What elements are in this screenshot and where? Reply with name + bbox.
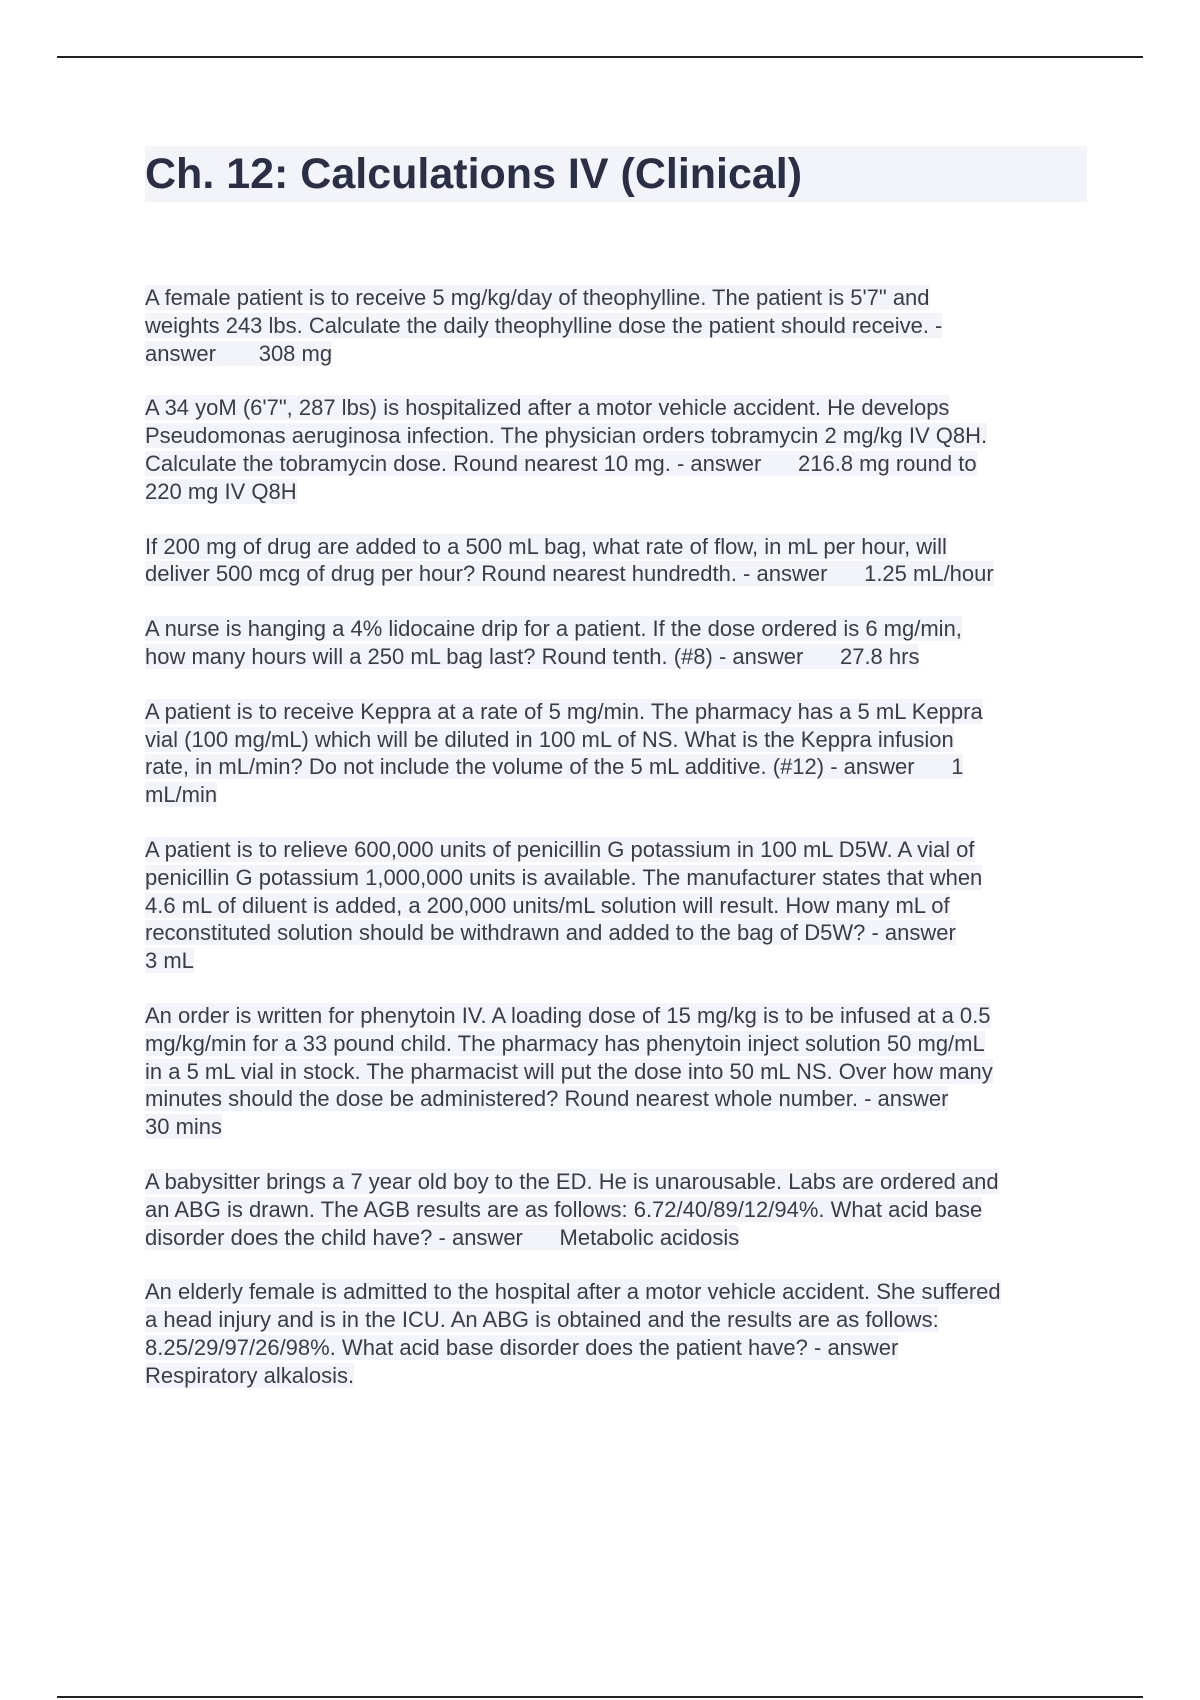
qa-line-text: A patient is to relieve 600,000 units of penicillin G potassium in 100 mL D5W. A vial of	[145, 836, 975, 862]
qa-line	[145, 284, 1090, 312]
qa-line-text: An order is written for phenytoin IV. A loading dose of 15 mg/kg is to be infused at a 0.5	[145, 1002, 991, 1028]
qa-line-text: how many hours will a 250 mL bag last? Round tenth. (#8) - answer 27.8 hrs	[145, 643, 920, 669]
qa-line-text: vial (100 mg/mL) which will be diluted in 100 mL of NS. What is the Keppra infusion	[145, 726, 954, 752]
qa-line	[145, 478, 1090, 506]
qa-line	[145, 643, 1090, 671]
qa-line-text: mg/kg/min for a 33 pound child. The pharmacy has phenytoin inject solution 50 mg/mL	[145, 1030, 985, 1056]
qa-line-text: Calculate the tobramycin dose. Round nearest 10 mg. - answer 216.8 mg round to	[145, 450, 977, 476]
qa-line	[145, 836, 1090, 864]
qa-line-text: 3 mL	[145, 948, 194, 974]
qa-line	[145, 422, 1090, 450]
qa-line-text: disorder does the child have? - answer Metabolic acidosis	[145, 1224, 740, 1250]
qa-line	[145, 560, 1090, 588]
qa-line-text: a head injury and is in the ICU. An ABG is obtained and the results are as follows:	[145, 1307, 939, 1333]
qa-line-text: in a 5 mL vial in stock. The pharmacist will put the dose into 50 mL NS. Over how many	[145, 1058, 993, 1084]
qa-line	[145, 1224, 1090, 1252]
qa-line	[145, 394, 1090, 422]
qa-line-text: mL/min	[145, 782, 218, 808]
qa-line	[145, 919, 1090, 947]
qa-item	[145, 615, 1090, 671]
qa-line	[145, 1058, 1090, 1086]
qa-item	[145, 1002, 1090, 1141]
qa-line-text: An elderly female is admitted to the hospital after a motor vehicle accident. She suffered	[145, 1279, 1001, 1305]
qa-item	[145, 698, 1090, 809]
qa-line-text: minutes should the dose be administered? Round nearest whole number. - answer	[145, 1086, 949, 1112]
qa-line	[145, 1002, 1090, 1030]
qa-line-text: an ABG is drawn. The AGB results are as follows: 6.72/40/89/12/94%. What acid base	[145, 1196, 983, 1222]
qa-line	[145, 615, 1090, 643]
qa-line	[145, 726, 1090, 754]
qa-item	[145, 394, 1090, 505]
qa-line	[145, 1085, 1090, 1113]
qa-line	[145, 947, 1090, 975]
qa-line-text: 4.6 mL of diluent is added, a 200,000 units/mL solution will result. How many mL of	[145, 892, 950, 918]
qa-line	[145, 312, 1090, 340]
qa-line	[145, 1196, 1090, 1224]
qa-item	[145, 533, 1090, 589]
qa-line-text: rate, in mL/min? Do not include the volume of the 5 mL additive. (#12) - answer 1	[145, 754, 964, 780]
qa-line-text: 220 mg IV Q8H	[145, 478, 297, 504]
qa-line-text: A babysitter brings a 7 year old boy to the ED. He is unarousable. Labs are ordered and	[145, 1168, 999, 1194]
qa-line-text: Respiratory alkalosis.	[145, 1362, 355, 1388]
page-title: Ch. 12: Calculations IV (Clinical)	[145, 150, 803, 198]
qa-line-text: Pseudomonas aeruginosa infection. The physician orders tobramycin 2 mg/kg IV Q8H.	[145, 423, 988, 449]
qa-line-text: A 34 yoM (6'7", 287 lbs) is hospitalized after a motor vehicle accident. He develops	[145, 395, 950, 421]
qa-line	[145, 340, 1090, 368]
qa-line	[145, 1168, 1090, 1196]
qa-line-text: A female patient is to receive 5 mg/kg/day of theophylline. The patient is 5'7" and	[145, 285, 930, 310]
qa-line	[145, 1362, 1090, 1390]
qa-line	[145, 1334, 1090, 1362]
qa-line	[145, 1306, 1090, 1334]
qa-line	[145, 864, 1090, 892]
qa-line-text: weights 243 lbs. Calculate the daily theophylline dose the patient should receive. -	[145, 312, 943, 338]
qa-line-text: A nurse is hanging a 4% lidocaine drip for a patient. If the dose ordered is 6 mg/min,	[145, 616, 962, 642]
qa-line-text: answer 308 mg	[145, 340, 333, 366]
bottom-rule	[57, 1696, 1143, 1698]
qa-item	[145, 836, 1090, 975]
qa-item	[145, 1278, 1090, 1389]
qa-item	[145, 284, 1090, 367]
qa-line	[145, 781, 1090, 809]
qa-line-text: A patient is to receive Keppra at a rate of 5 mg/min. The pharmacy has a 5 mL Keppra	[145, 698, 983, 724]
qa-line	[145, 1113, 1090, 1141]
qa-line	[145, 753, 1090, 781]
qa-line-text: If 200 mg of drug are added to a 500 mL bag, what rate of flow, in mL per hour, will	[145, 533, 947, 559]
qa-line	[145, 533, 1090, 561]
qa-item	[145, 1168, 1090, 1251]
qa-line-text: reconstituted solution should be withdrawn and added to the bag of D5W? - answer	[145, 920, 956, 946]
qa-line-text: 30 mins	[145, 1114, 223, 1140]
qa-line	[145, 1030, 1090, 1058]
qa-line	[145, 450, 1090, 478]
qa-line	[145, 1278, 1090, 1306]
qa-line-text: deliver 500 mcg of drug per hour? Round nearest hundredth. - answer 1.25 mL/hour	[145, 561, 994, 587]
qa-line	[145, 892, 1090, 920]
qa-line-text: 8.25/29/97/26/98%. What acid base disorder does the patient have? - answer	[145, 1334, 899, 1360]
qa-line	[145, 698, 1090, 726]
qa-line-text: penicillin G potassium 1,000,000 units is available. The manufacturer states that when	[145, 864, 983, 890]
qa-list	[145, 284, 1090, 1417]
top-rule	[57, 56, 1143, 58]
